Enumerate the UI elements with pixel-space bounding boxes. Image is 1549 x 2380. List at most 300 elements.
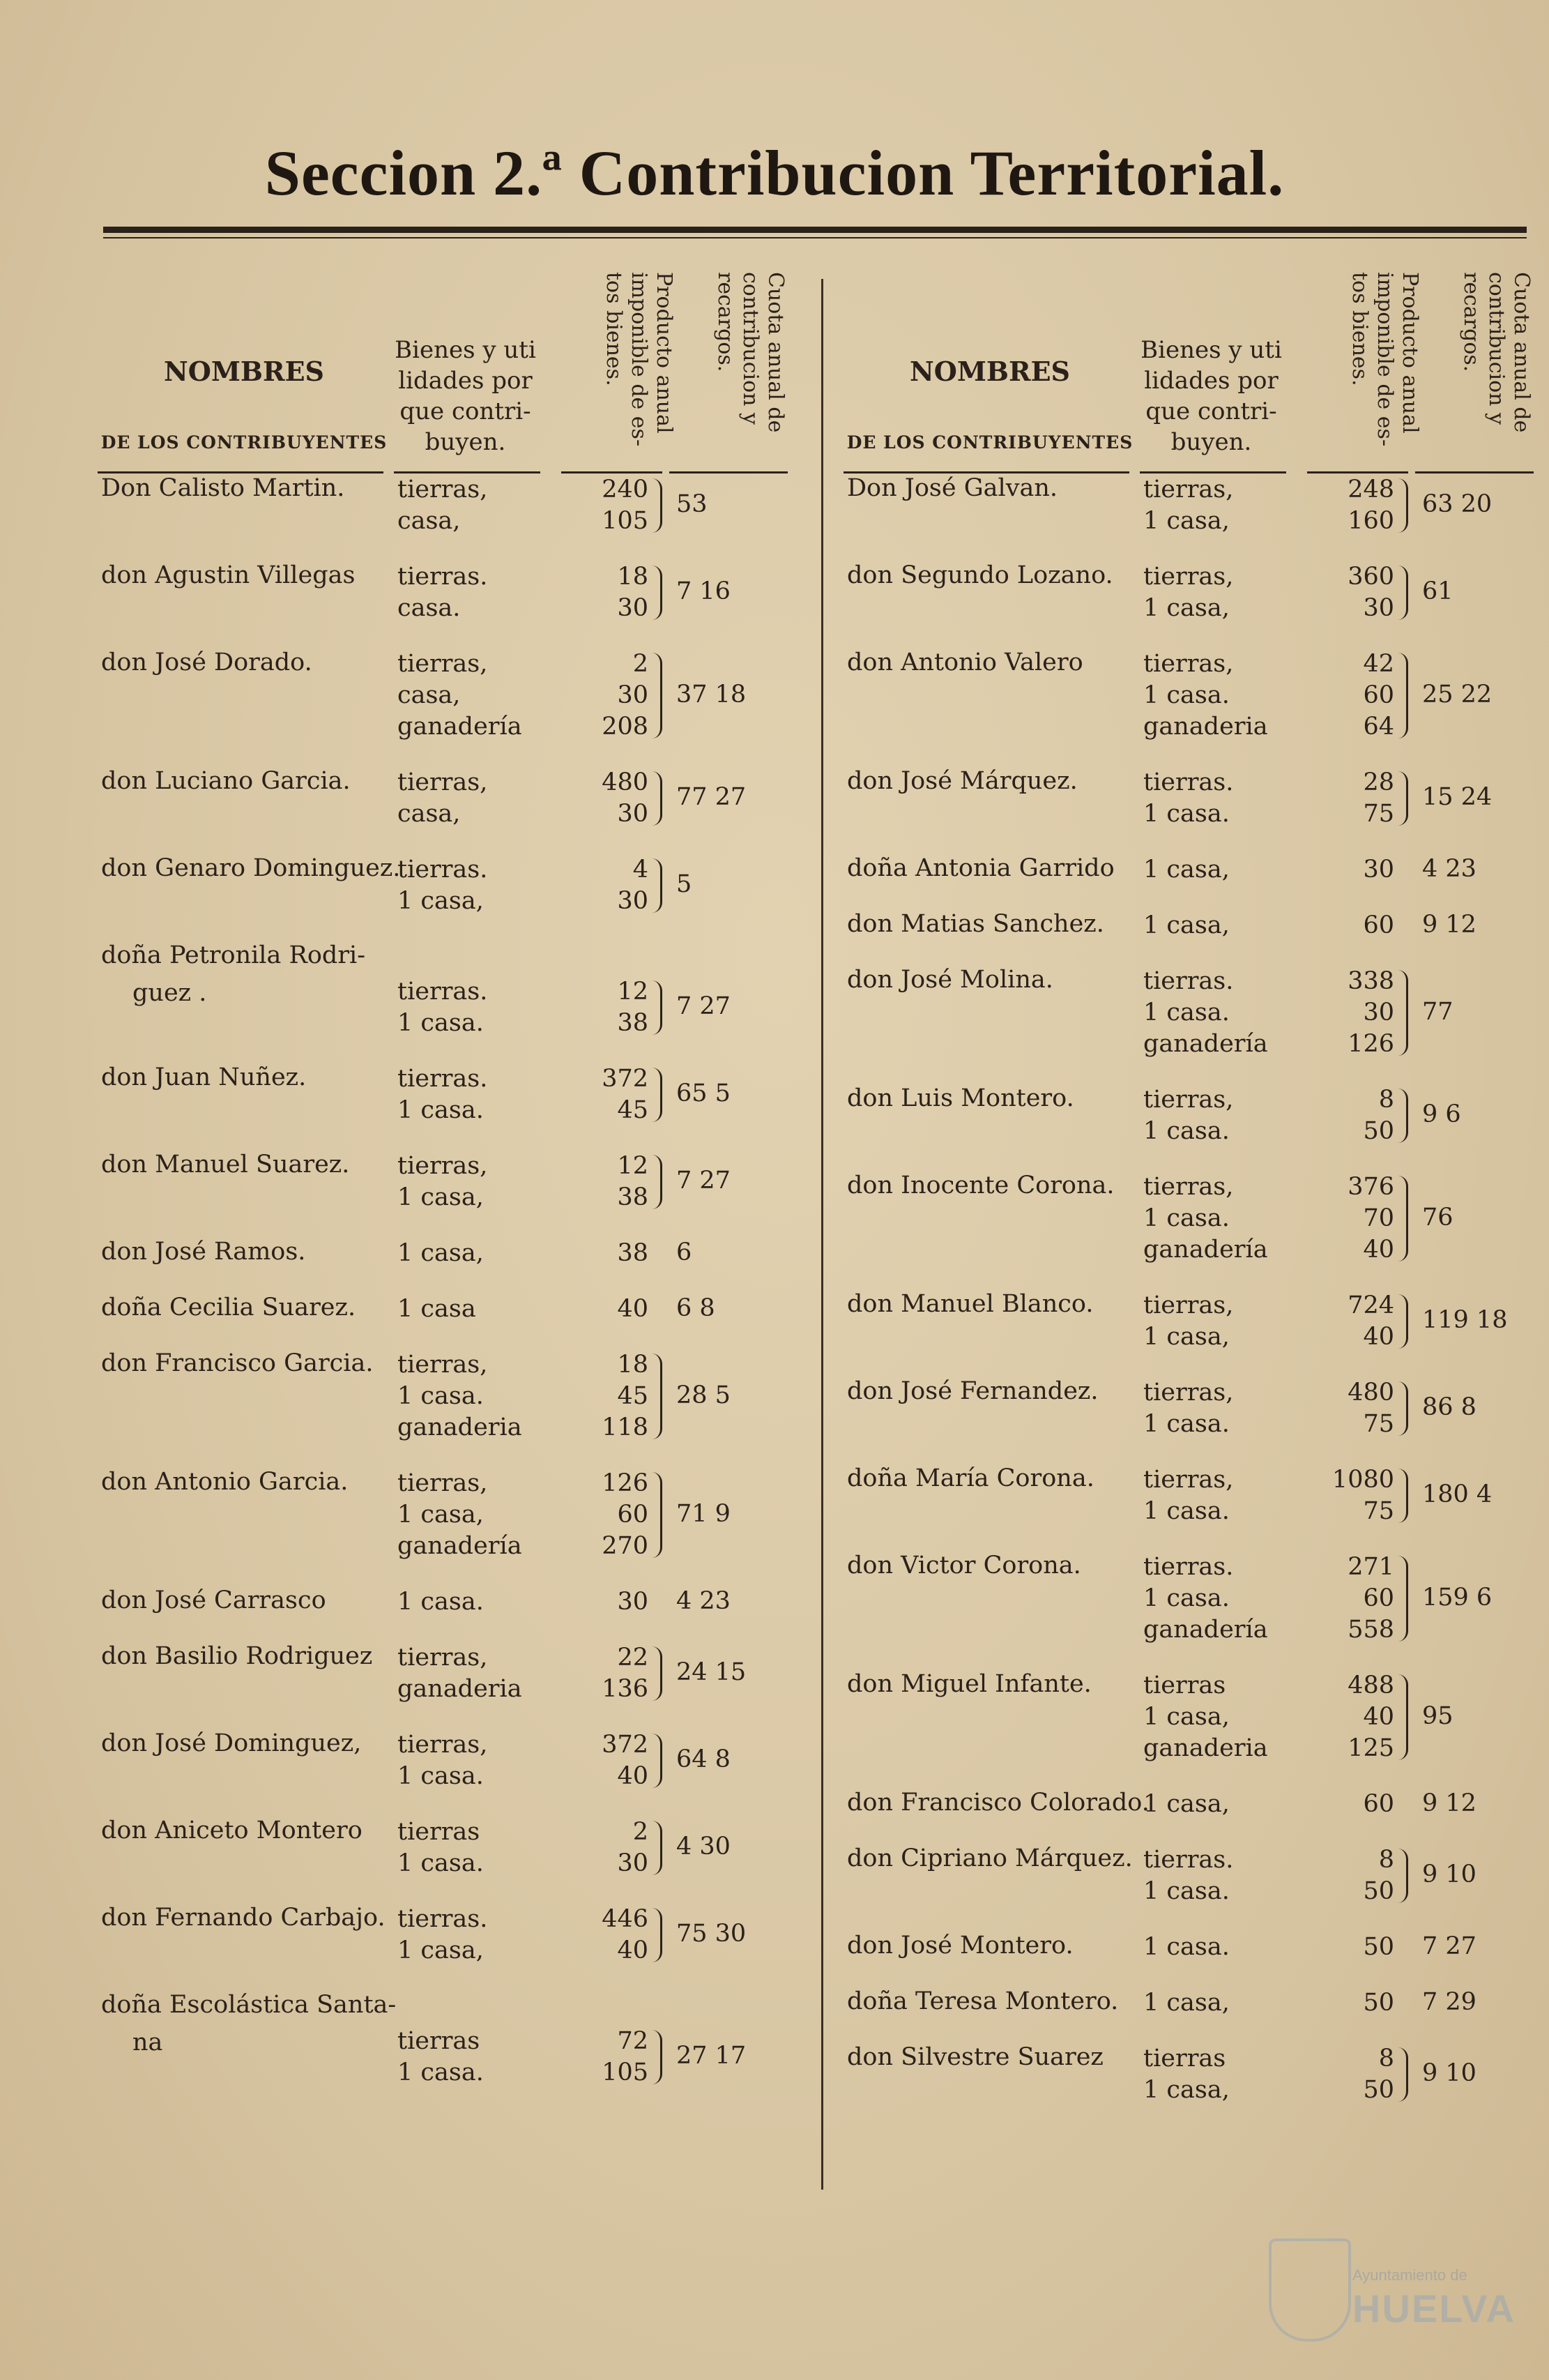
table-row — [98, 1642, 795, 1729]
brace-mark — [652, 566, 662, 620]
table-row — [98, 1468, 795, 1586]
taxable-value: 126 — [602, 1469, 648, 1497]
taxable-value: 72 — [617, 2027, 648, 2055]
contributor-name: don Agustin Villegas — [101, 561, 356, 589]
tax-amount: 7 29 — [1422, 1987, 1476, 2016]
property-items — [1143, 1789, 1230, 1820]
property-item: tierras. — [397, 1905, 488, 1933]
taxable-values — [572, 1729, 648, 1792]
brace-mark — [652, 1354, 662, 1439]
taxable-value: 75 — [1363, 1497, 1394, 1525]
taxable-value: 480 — [1348, 1379, 1394, 1407]
contributor-name: don Luis Montero. — [847, 1084, 1074, 1112]
tax-amount: 15 24 — [1422, 783, 1493, 811]
taxable-values — [1318, 1844, 1394, 1907]
property-item: casa, — [397, 507, 461, 535]
taxable-values — [572, 1294, 648, 1325]
contributor-name: don Genaro Dominguez. — [101, 854, 401, 882]
tax-amount: 7 27 — [1422, 1932, 1476, 1960]
property-item: 1 casa, — [1143, 507, 1230, 535]
property-items — [1143, 561, 1233, 624]
taxable-values — [572, 2026, 648, 2089]
property-item: 1 casa, — [1143, 1790, 1230, 1818]
header-names: NOMBRES — [909, 356, 1070, 387]
contributor-name: don José Montero. — [847, 1932, 1074, 1960]
header-underline — [669, 471, 788, 473]
property-item: 1 casa. — [1143, 681, 1230, 709]
brace-mark — [652, 1908, 662, 1962]
tax-amount: 9 10 — [1422, 1860, 1476, 1888]
property-item: tierras. — [1143, 967, 1234, 995]
property-item: 1 casa. — [397, 1849, 484, 1877]
contributor-name: don Antonio Valero — [847, 649, 1083, 676]
property-item: tierras, — [397, 768, 488, 796]
brace-mark — [652, 1068, 662, 1122]
property-item: 1 casa. — [1143, 1877, 1230, 1905]
header-underline — [98, 471, 383, 473]
table-row — [98, 1991, 795, 2113]
taxable-value: 30 — [1363, 856, 1394, 884]
brace-mark — [652, 1155, 662, 1209]
brace-mark — [1398, 1381, 1408, 1436]
property-item: 1 casa. — [397, 2059, 484, 2086]
property-items — [397, 1586, 484, 1618]
taxable-value: 60 — [1363, 911, 1394, 939]
header-underline — [1415, 471, 1534, 473]
taxable-value: 30 — [617, 1588, 648, 1616]
tax-amount: 4 30 — [676, 1833, 731, 1860]
tax-amount: 7 16 — [676, 577, 731, 605]
property-item: tierras, — [1143, 476, 1234, 503]
property-item: tierras. — [397, 1065, 488, 1093]
taxable-values — [572, 767, 648, 830]
table-row — [844, 910, 1534, 966]
property-item: tierras, — [397, 476, 488, 503]
tax-amount: 6 8 — [676, 1294, 715, 1322]
property-items — [397, 1817, 484, 1879]
taxable-value: 125 — [1348, 1734, 1394, 1762]
taxable-value: 60 — [617, 1501, 648, 1529]
taxable-values — [572, 1063, 648, 1126]
property-item: 1 casa, — [1143, 1323, 1230, 1351]
table-row — [844, 854, 1534, 910]
property-items — [1143, 649, 1268, 743]
tax-amount: 27 17 — [676, 2042, 747, 2070]
property-item: tierras, — [397, 1152, 488, 1180]
taxable-value: 2 — [632, 650, 648, 678]
table-header — [98, 265, 795, 474]
property-item: tierras, — [1143, 650, 1234, 678]
property-item: tierras, — [1143, 1086, 1234, 1114]
tax-amount: 9 12 — [1422, 1789, 1476, 1817]
property-item: 1 casa. — [1143, 1204, 1230, 1232]
taxable-values — [1318, 1377, 1394, 1440]
brace-mark — [652, 1821, 662, 1875]
contributor-name-continued: na — [132, 2029, 163, 2056]
header-cuota: Cuota anual de contribucion y recargos. — [713, 272, 788, 433]
taxable-value: 248 — [1348, 476, 1394, 503]
property-items — [397, 1151, 487, 1213]
contributor-name: don Antonio Garcia. — [101, 1468, 349, 1496]
taxable-values — [1318, 854, 1394, 886]
table-row — [98, 474, 795, 561]
property-items — [1143, 1464, 1233, 1527]
taxable-value: 28 — [1363, 768, 1394, 796]
contributor-name-continued: guez . — [132, 979, 207, 1007]
taxable-value: 38 — [617, 1239, 648, 1267]
table-row — [98, 1063, 795, 1151]
brace-mark — [1398, 1556, 1408, 1642]
brace-mark — [1398, 1469, 1408, 1523]
property-item: 1 casa. — [397, 1009, 484, 1037]
taxable-values — [1318, 767, 1394, 830]
property-item: 1 casa. — [1143, 999, 1230, 1026]
taxable-value: 30 — [1363, 594, 1394, 622]
table-row — [844, 1290, 1534, 1377]
tax-amount: 61 — [1422, 577, 1453, 605]
property-item: tierras, — [397, 1351, 488, 1379]
tax-amount: 25 22 — [1422, 680, 1493, 708]
taxable-value: 1080 — [1331, 1466, 1394, 1494]
tax-amount: 6 — [676, 1238, 692, 1266]
right-table — [844, 265, 1534, 2130]
title-rule — [103, 227, 1527, 233]
property-item: tierras. — [1143, 768, 1234, 796]
property-item: 1 casa, — [1143, 1703, 1230, 1731]
property-items — [1143, 2043, 1230, 2106]
taxable-value: 105 — [602, 2059, 648, 2086]
property-item: ganaderia — [397, 1675, 522, 1703]
brace-mark — [1398, 771, 1408, 826]
property-item: tierras. — [397, 978, 488, 1006]
property-item: tierras, — [397, 650, 488, 678]
property-item: casa, — [397, 681, 461, 709]
property-item: 1 casa, — [1143, 911, 1230, 939]
title-rule-thin — [103, 237, 1527, 238]
taxable-value: 40 — [617, 1762, 648, 1790]
brace-mark — [1398, 653, 1408, 738]
table-row — [844, 474, 1534, 561]
property-items — [397, 2026, 484, 2089]
taxable-value: 376 — [1348, 1173, 1394, 1201]
property-item: 1 casa. — [397, 1096, 484, 1124]
property-items — [1143, 1670, 1268, 1764]
taxable-value: 60 — [1363, 681, 1394, 709]
coat-of-arms-icon — [1269, 2238, 1351, 2342]
table-row — [844, 1084, 1534, 1172]
taxable-value: 271 — [1348, 1553, 1394, 1581]
contributor-name: doña Escolástica Santa- — [101, 1991, 397, 2019]
taxable-values — [572, 854, 648, 917]
taxable-values — [1318, 1987, 1394, 2019]
taxable-value: 70 — [1363, 1204, 1394, 1232]
taxable-value: 50 — [1363, 1117, 1394, 1145]
tax-amount: 24 15 — [676, 1658, 747, 1686]
property-item: 1 casa, — [1143, 2076, 1230, 2104]
property-item: tierras, — [1143, 1379, 1234, 1407]
taxable-value: 360 — [1348, 563, 1394, 591]
brace-mark — [1398, 1089, 1408, 1143]
property-items — [1143, 1377, 1233, 1440]
taxable-value: 75 — [1363, 1410, 1394, 1438]
taxable-value: 4 — [632, 856, 648, 884]
property-item: tierras. — [397, 856, 488, 884]
property-item: 1 casa, — [1143, 856, 1230, 884]
brace-mark — [1398, 2047, 1408, 2102]
tax-amount: 65 5 — [676, 1079, 731, 1107]
watermark-line2: HUELVA — [1352, 2287, 1516, 2330]
tax-amount: 7 27 — [676, 992, 731, 1020]
taxable-value: 8 — [1378, 1846, 1394, 1874]
taxable-values — [1318, 649, 1394, 743]
taxable-values — [1318, 1464, 1394, 1527]
table-row — [844, 1987, 1534, 2043]
brace-mark — [652, 1734, 662, 1788]
property-items — [397, 561, 487, 624]
tax-amount: 71 9 — [676, 1499, 731, 1528]
tax-amount: 159 6 — [1422, 1583, 1493, 1612]
property-items — [1143, 1987, 1230, 2019]
property-item: ganadería — [1143, 1030, 1268, 1058]
tax-amount: 77 — [1422, 997, 1453, 1026]
taxable-value: 372 — [602, 1065, 648, 1093]
property-items — [397, 1238, 484, 1269]
header-bienes: Bienes y uti lidades por que contri- buyen. — [395, 336, 536, 456]
property-item: tierras. — [1143, 1846, 1234, 1874]
table-row — [98, 1294, 795, 1349]
table-row — [844, 649, 1534, 767]
table-row — [844, 966, 1534, 1084]
header-underline — [394, 471, 540, 473]
table-row — [844, 1670, 1534, 1789]
brace-mark — [1398, 566, 1408, 620]
column-divider — [821, 279, 823, 2190]
property-item: 1 casa. — [1143, 1117, 1230, 1145]
taxable-values — [1318, 561, 1394, 624]
tax-amount: 28 5 — [676, 1381, 731, 1409]
table-row — [98, 1238, 795, 1294]
tax-amount: 86 8 — [1422, 1393, 1476, 1421]
contributor-name: don José Fernandez. — [847, 1377, 1099, 1405]
contributor-name: don Basilio Rodriguez — [101, 1642, 373, 1670]
contributor-name: don Fernando Carbajo. — [101, 1904, 386, 1932]
taxable-values — [1318, 474, 1394, 537]
taxable-value: 126 — [1348, 1030, 1394, 1058]
property-item: 1 casa, — [397, 1239, 484, 1267]
property-items — [1143, 910, 1230, 941]
taxable-values — [572, 1817, 648, 1879]
property-items — [1143, 1932, 1230, 1963]
taxable-value: 18 — [617, 563, 648, 591]
header-underline — [1307, 471, 1408, 473]
property-items — [397, 767, 487, 830]
brace-mark — [652, 1646, 662, 1701]
property-item: 1 casa, — [397, 1183, 484, 1211]
taxable-values — [572, 1468, 648, 1562]
contributor-name: don Silvestre Suarez — [847, 2043, 1104, 2071]
contributor-name: don Miguel Infante. — [847, 1670, 1092, 1698]
taxable-value: 64 — [1363, 713, 1394, 741]
tax-amount: 9 10 — [1422, 2059, 1476, 2087]
taxable-values — [572, 1642, 648, 1705]
contributor-name: don Matias Sanchez. — [847, 910, 1104, 938]
taxable-value: 40 — [1363, 1236, 1394, 1264]
taxable-value: 60 — [1363, 1790, 1394, 1818]
taxable-values — [1318, 1290, 1394, 1353]
contributor-name: don José Carrasco — [101, 1586, 326, 1614]
tax-amount: 9 12 — [1422, 910, 1476, 939]
tax-amount: 75 30 — [676, 1920, 747, 1948]
property-item: 1 casa. — [397, 1762, 484, 1790]
property-item: 1 casa. — [397, 1588, 484, 1616]
brace-mark — [1398, 1674, 1408, 1760]
table-row — [844, 561, 1534, 649]
property-item: ganadería — [397, 713, 522, 741]
contributor-name: doña María Corona. — [847, 1464, 1094, 1492]
property-item: ganaderia — [1143, 1734, 1268, 1762]
taxable-value: 372 — [602, 1731, 648, 1759]
taxable-value: 480 — [602, 768, 648, 796]
taxable-values — [572, 1151, 648, 1213]
property-item: 1 casa, — [1143, 1989, 1230, 2017]
property-item: 1 casa, — [397, 887, 484, 915]
property-item: 1 casa. — [1143, 1584, 1230, 1612]
taxable-value: 724 — [1348, 1291, 1394, 1319]
contributor-name: don Manuel Blanco. — [847, 1290, 1094, 1318]
tax-amount: 4 23 — [676, 1586, 731, 1615]
contributor-name: don Juan Nuñez. — [101, 1063, 307, 1091]
tax-amount: 63 20 — [1422, 490, 1493, 518]
table-row — [98, 767, 795, 854]
taxable-value: 160 — [1348, 507, 1394, 535]
taxable-value: 12 — [617, 978, 648, 1006]
taxable-value: 136 — [602, 1675, 648, 1703]
taxable-value: 40 — [617, 1295, 648, 1323]
property-items — [397, 1294, 476, 1325]
brace-mark — [1398, 1849, 1408, 1903]
taxable-value: 22 — [617, 1644, 648, 1672]
taxable-value: 558 — [1348, 1616, 1394, 1644]
contributor-name: don Aniceto Montero — [101, 1817, 363, 1844]
property-item: tierras, — [1143, 1291, 1234, 1319]
taxable-values — [1318, 910, 1394, 941]
taxable-value: 45 — [617, 1382, 648, 1410]
property-item: tierras — [1143, 1672, 1226, 1699]
taxable-value: 40 — [617, 1936, 648, 1964]
header-names: NOMBRES — [163, 356, 324, 387]
property-items — [397, 976, 487, 1039]
tax-amount: 5 — [676, 870, 692, 898]
property-item: 1 casa. — [1143, 1933, 1230, 1961]
taxable-value: 30 — [617, 681, 648, 709]
contributor-name: don Inocente Corona. — [847, 1172, 1115, 1199]
property-item: tierras, — [1143, 1173, 1234, 1201]
right-rows — [844, 474, 1534, 2130]
contributor-name: Don José Galvan. — [847, 474, 1058, 502]
taxable-value: 50 — [1363, 2076, 1394, 2104]
contributor-name: don Segundo Lozano. — [847, 561, 1113, 589]
header-bienes: Bienes y uti lidades por que contri- buyen. — [1140, 336, 1282, 456]
property-item: tierras, — [1143, 1466, 1234, 1494]
property-item: casa. — [397, 594, 461, 622]
tax-amount: 64 8 — [676, 1745, 731, 1773]
table-row — [98, 941, 795, 1063]
taxable-value: 38 — [617, 1009, 648, 1037]
table-row — [844, 1552, 1534, 1670]
taxable-value: 488 — [1348, 1672, 1394, 1699]
taxable-value: 50 — [1363, 1933, 1394, 1961]
taxable-value: 38 — [617, 1183, 648, 1211]
tax-amount: 9 6 — [1422, 1100, 1461, 1128]
taxable-value: 2 — [632, 1818, 648, 1846]
property-items — [397, 1468, 522, 1562]
property-item: ganadería — [397, 1532, 522, 1560]
brace-mark — [652, 478, 662, 533]
taxable-value: 105 — [602, 507, 648, 535]
taxable-values — [572, 1586, 648, 1618]
contributor-name: doña Teresa Montero. — [847, 1987, 1119, 2015]
property-items — [397, 649, 522, 743]
brace-mark — [652, 2030, 662, 2084]
taxable-values — [1318, 1172, 1394, 1266]
taxable-values — [572, 561, 648, 624]
property-items — [1143, 1172, 1268, 1266]
property-item: tierras — [1143, 2045, 1226, 2072]
property-item: ganaderia — [397, 1413, 522, 1441]
contributor-name: don José Ramos. — [101, 1238, 306, 1266]
property-items — [1143, 1844, 1233, 1907]
table-row — [844, 767, 1534, 854]
property-items — [1143, 854, 1230, 886]
property-items — [397, 854, 487, 917]
property-item: tierras. — [1143, 1553, 1234, 1581]
taxable-value: 118 — [602, 1413, 648, 1441]
taxable-value: 208 — [602, 713, 648, 741]
brace-mark — [1398, 1294, 1408, 1349]
header-underline — [1140, 471, 1286, 473]
property-item: ganaderia — [1143, 713, 1268, 741]
property-item: 1 casa, — [397, 1936, 484, 1964]
contributor-name: don José Dorado. — [101, 649, 312, 676]
table-row — [844, 2043, 1534, 2130]
taxable-values — [572, 1349, 648, 1443]
taxable-value: 8 — [1378, 1086, 1394, 1114]
taxable-value: 45 — [617, 1096, 648, 1124]
contributor-name: don Luciano Garcia. — [101, 767, 351, 795]
table-row — [98, 1904, 795, 1991]
taxable-values — [572, 1238, 648, 1269]
tax-amount: 7 27 — [676, 1167, 731, 1195]
property-item: 1 casa, — [397, 1501, 484, 1529]
tax-amount: 53 — [676, 490, 708, 518]
brace-mark — [652, 653, 662, 738]
header-cuota: Cuota anual de contribucion y recargos. — [1459, 272, 1534, 433]
property-item: tierras, — [1143, 563, 1234, 591]
taxable-values — [572, 474, 648, 537]
table-row — [98, 854, 795, 941]
taxable-value: 446 — [602, 1905, 648, 1933]
taxable-value: 75 — [1363, 800, 1394, 828]
property-item: ganadería — [1143, 1616, 1268, 1644]
table-row — [98, 649, 795, 767]
property-items — [1143, 966, 1268, 1060]
taxable-value: 30 — [617, 1849, 648, 1877]
contributor-name: don José Molina. — [847, 966, 1053, 994]
property-item: 1 casa. — [1143, 800, 1230, 828]
brace-mark — [1398, 478, 1408, 533]
taxable-value: 270 — [602, 1532, 648, 1560]
brace-mark — [1398, 970, 1408, 1056]
